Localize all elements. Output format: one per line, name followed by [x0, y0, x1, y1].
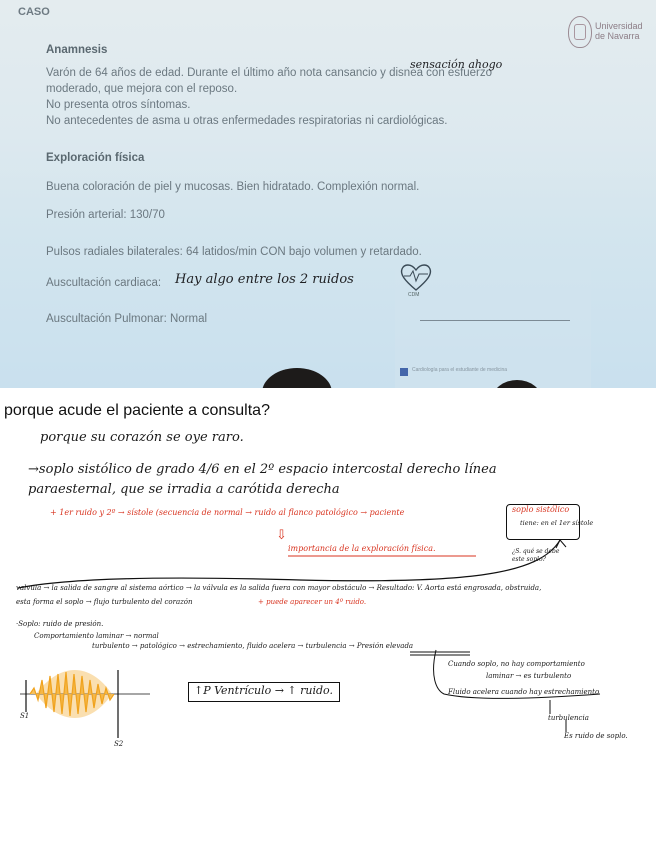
anamnesis-line: moderado, que mejora con el reposo. [46, 83, 238, 95]
curved-arrow-head [556, 540, 566, 548]
question-heading: porque acude el paciente a consulta? [4, 402, 270, 419]
valve-line-2-red: + puede aparecer un 4º ruido. [258, 598, 367, 606]
red-arrow-down: ⇩ [276, 528, 287, 543]
s2-label: S2 [114, 740, 124, 748]
handwritten-auscultacion: Hay algo entre los 2 ruidos [175, 272, 354, 287]
right-note-5: Es ruido de soplo. [564, 732, 628, 740]
anamnesis-line: Varón de 64 años de edad. Durante el último año nota cansancio y disnea con esfuerzo [46, 67, 493, 79]
university-name: Universidad de Navarra [595, 21, 643, 41]
turbulent-line: turbulento → patológico → estrechamiento, fluido acelera → turbulencia → Presión elevada [92, 642, 414, 650]
murmur-envelope [36, 670, 112, 718]
pulsos-radiales: Pulsos radiales bilaterales: 64 latidos/min CON bajo volumen y retardado. [46, 246, 422, 258]
soplo-line-2: paraesternal, que se irradia a carótida derecha [28, 482, 340, 497]
answer-line: porque su corazón se oye raro. [40, 430, 244, 445]
exploracion-line: Buena coloración de piel y mucosas. Bien hidratado. Complexión normal. [46, 181, 420, 193]
right-note-1: Cuando soplo, no hay comportamiento [448, 660, 585, 668]
handwritten-sensacion: sensación ahogo [410, 58, 503, 71]
valve-line-2: esta forma el soplo → flujo turbulento del corazón [16, 598, 193, 606]
importance-line: importancia de la exploración física. [288, 544, 436, 553]
right-swoop [434, 650, 600, 699]
right-note-2: laminar → es turbulento [486, 672, 572, 680]
soplo-line-1: →soplo sistólico de grado 4/6 en el 2º espacio intercostal derecho línea [28, 462, 497, 477]
callout-question: ¿S. qué se debe este soplo? [512, 548, 560, 563]
exploracion-heading: Exploración física [46, 152, 145, 164]
red-ruidos-line: + 1er ruido y 2º → sístole (secuencia de normal → ruido al flanco patológico → paciente [50, 508, 405, 517]
heart-caption: CDM [408, 292, 420, 298]
anamnesis-line: No presenta otros síntomas. [46, 99, 191, 111]
anamnesis-heading: Anamnesis [46, 44, 108, 56]
anamnesis-line: No antecedentes de asma u otras enfermedades respiratorias ni cardiológicas. [46, 115, 448, 127]
ventricle-text: ↑P Ventrículo → ↑ ruido. [194, 684, 333, 697]
laminar-line: Comportamiento laminar → normal [34, 632, 159, 640]
s1-label: S1 [20, 712, 30, 720]
right-note-3: Fluido acelera cuando hay estrechamiento [448, 688, 600, 696]
right-note-4: turbulencia [548, 714, 589, 722]
auscultacion-pulmonar: Auscultación Pulmonar: Normal [46, 313, 208, 325]
soplo-definition: ·Soplo: ruido de presión. [16, 620, 104, 628]
case-label: CASO [18, 6, 50, 18]
red-soplo-label: soplo sistólico [512, 505, 570, 514]
callout-box-text: tiene: en el 1er sístole [520, 519, 594, 527]
presion-arterial: Presión arterial: 130/70 [46, 209, 165, 221]
auscultacion-cardiaca: Auscultación cardiaca: [46, 277, 162, 289]
valve-line-1: valvula → la salida de sangre al sistema aórtico → la válvula es la salida fuera con mayor obstáculo → Resultado: V. Aorta está engrosada, obstruida, [16, 584, 542, 592]
curved-arrow [18, 540, 560, 588]
facebook-caption: Cardiología para el estudiante de medicina [412, 367, 508, 373]
